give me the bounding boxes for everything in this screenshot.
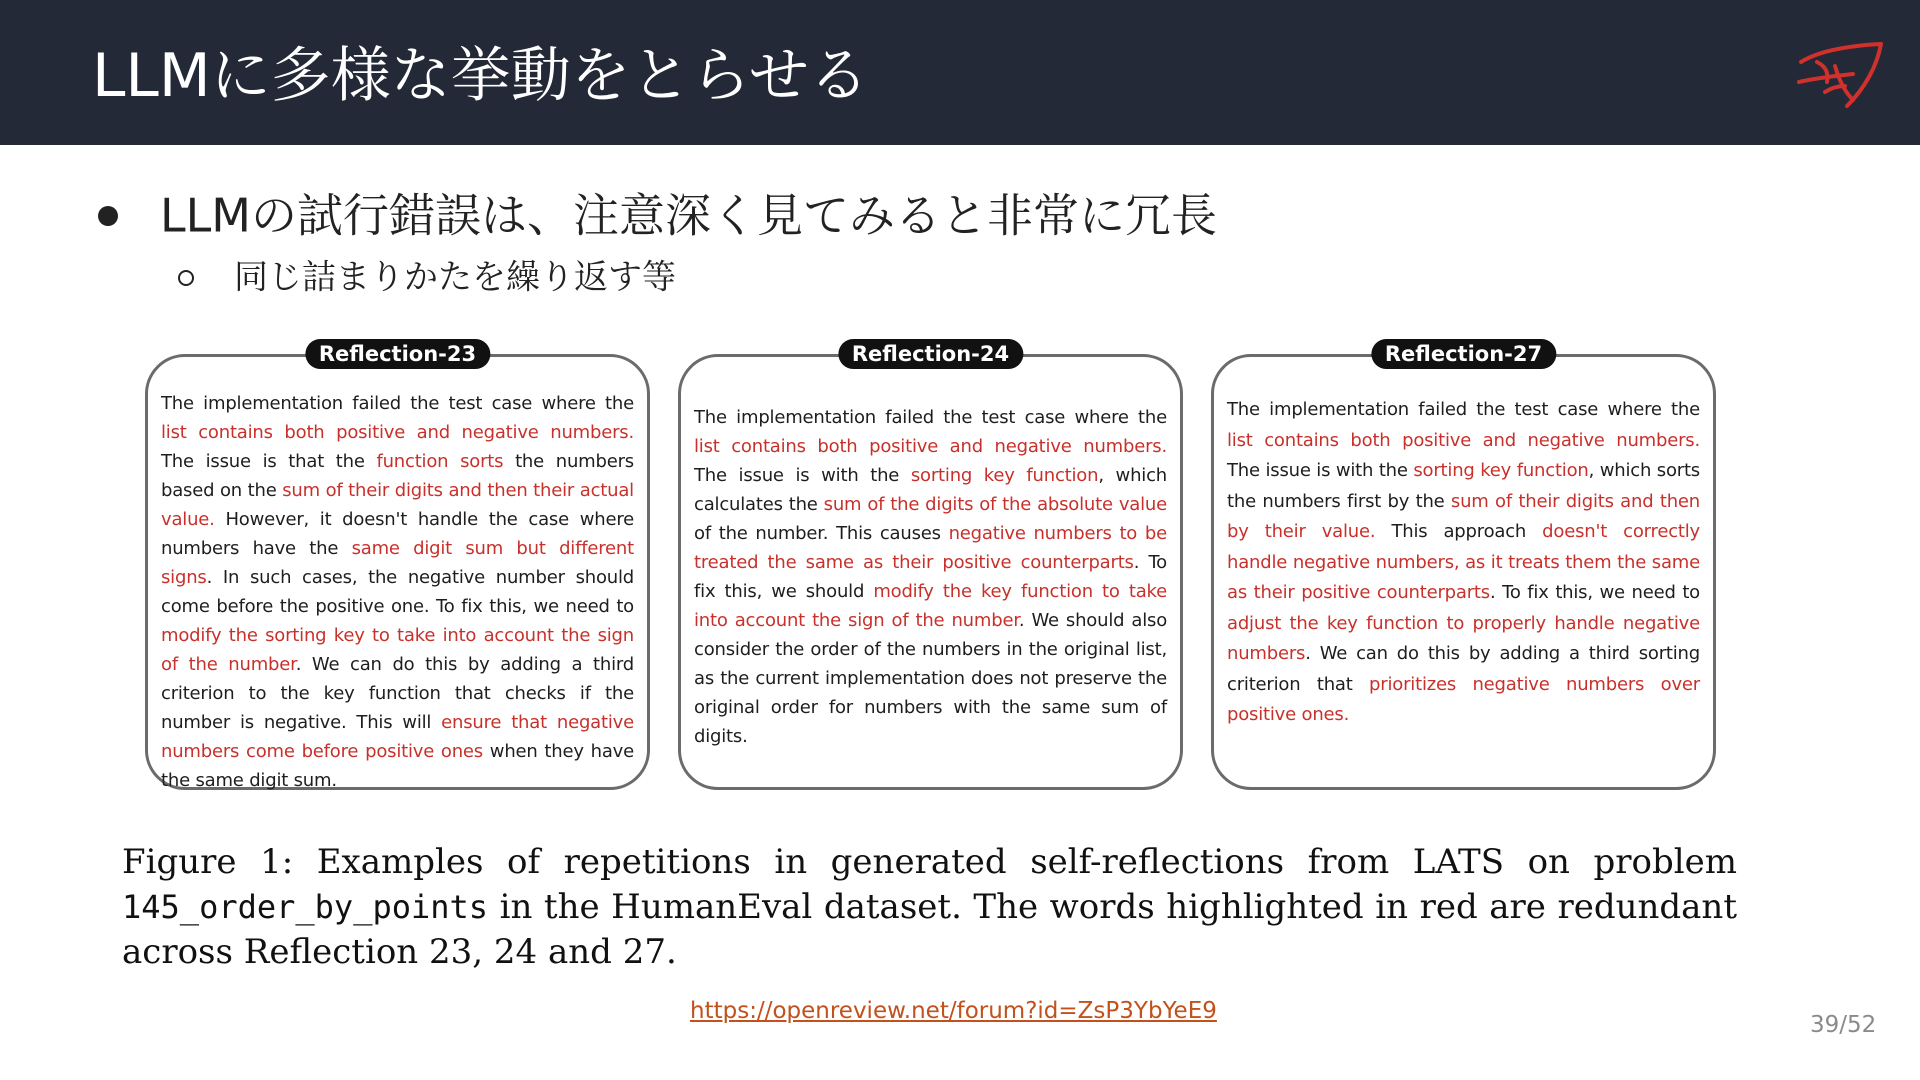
text-phrase: . In such cases, the negative number should come before the positive one. To fix this, we need to <box>161 567 634 617</box>
text-phrase: The issue is with the <box>694 465 911 486</box>
highlighted-phrase: sum of their digits and then their actual value. <box>161 480 634 530</box>
text-phrase: This approach <box>1375 521 1543 542</box>
sub-bullet-circle-icon <box>178 270 194 286</box>
text-phrase: However, it doesn't handle the case where numbers have the <box>161 509 634 559</box>
figure-caption <box>122 840 1737 975</box>
text-phrase: of the number. This causes <box>694 523 949 544</box>
reflection-text <box>161 389 634 795</box>
text-phrase: The issue is with the <box>1227 460 1414 481</box>
text-phrase: the numbers based on the <box>161 451 634 501</box>
text-phrase: when they have the same digit sum. <box>161 741 634 791</box>
sub-bullet <box>178 252 676 302</box>
highlighted-phrase: sorting key function <box>1413 460 1589 481</box>
text-phrase: , which sorts the numbers first by the <box>1227 460 1700 512</box>
highlighted-phrase: list contains both positive and negative numbers. <box>1227 429 1700 451</box>
highlighted-phrase: ensure that negative numbers come before positive ones <box>161 712 634 762</box>
highlighted-phrase: modify the key function to take into account the sign of the number <box>694 581 1167 631</box>
reflection-card-27 <box>1211 342 1716 790</box>
brand-logo-icon <box>1795 36 1887 116</box>
highlighted-phrase: sum of their digits and then by their value. <box>1227 490 1700 542</box>
reflection-text <box>1227 395 1700 731</box>
text-phrase: The implementation failed the test case where the <box>161 393 634 414</box>
reflection-tag: Reflection-24 <box>838 339 1023 369</box>
reflection-card-24 <box>678 342 1183 790</box>
page-number: 39/52 <box>1810 1012 1877 1038</box>
highlighted-phrase: negative numbers to be treated the same as their positive counterparts <box>694 523 1167 573</box>
text-phrase: . To fix this, we need to <box>1489 582 1700 603</box>
reflection-tag: Reflection-27 <box>1371 339 1556 369</box>
caption-suffix: in the HumanEval dataset. The words highlighted in red are redundant across Reflection 23, 24 and 27. <box>122 887 1737 972</box>
highlighted-phrase: list contains both positive and negative numbers. <box>694 436 1167 457</box>
text-phrase: . To fix this, we should <box>694 552 1167 602</box>
highlighted-phrase: prioritizes negative numbers over positive ones. <box>1227 673 1700 725</box>
main-bullet <box>98 185 1217 245</box>
slide-header <box>0 0 1920 145</box>
slide-title: LLMに多様な挙動をとらせる <box>92 41 869 111</box>
text-phrase: The implementation failed the test case where the <box>1227 399 1700 420</box>
highlighted-phrase: function sorts <box>376 451 504 472</box>
reflection-card-23 <box>145 342 650 791</box>
highlighted-phrase: sorting key function <box>910 465 1099 486</box>
highlighted-phrase: list contains both positive and negative numbers. <box>161 422 634 443</box>
highlighted-phrase: sum of the digits of the absolute value <box>823 494 1167 515</box>
main-bullet-text: LLMの試行錯誤は、注意深く見てみると非常に冗長 <box>160 188 1217 243</box>
reflection-tag: Reflection-23 <box>305 339 490 369</box>
reflection-text <box>694 403 1167 751</box>
highlighted-phrase: doesn't correctly handle negative numbers, as it treats them the same as their positive counterparts <box>1227 521 1701 603</box>
bullet-dot-icon <box>98 206 118 226</box>
text-phrase: , which calculates the <box>694 465 1167 515</box>
highlighted-phrase: adjust the key function to properly handle negative numbers <box>1227 612 1700 664</box>
caption-prefix: Figure 1: Examples of repetitions in generated self-reflections from LATS on problem <box>122 842 1737 882</box>
caption-code: 145_order_by_points <box>122 888 489 926</box>
text-phrase: . We can do this by adding a third sorting criterion that <box>1227 643 1700 695</box>
sub-bullet-text: 同じ詰まりかたを繰り返す等 <box>234 257 676 298</box>
source-link[interactable]: https://openreview.net/forum?id=ZsP3YbYeE9 <box>690 998 1217 1024</box>
highlighted-phrase: modify the sorting key to take into account the sign of the number <box>161 625 634 675</box>
text-phrase: The issue is that the <box>161 451 377 472</box>
text-phrase: . We can do this by adding a third criterion to the key function that checks if the number is negative. This will <box>161 654 634 733</box>
text-phrase: . We should also consider the order of the numbers in the original list, as the current implementation does not preserve the original order for numbers with the same sum of digits. <box>694 610 1168 747</box>
text-phrase: The implementation failed the test case where the <box>694 407 1167 428</box>
highlighted-phrase: same digit sum but different signs <box>161 538 634 588</box>
